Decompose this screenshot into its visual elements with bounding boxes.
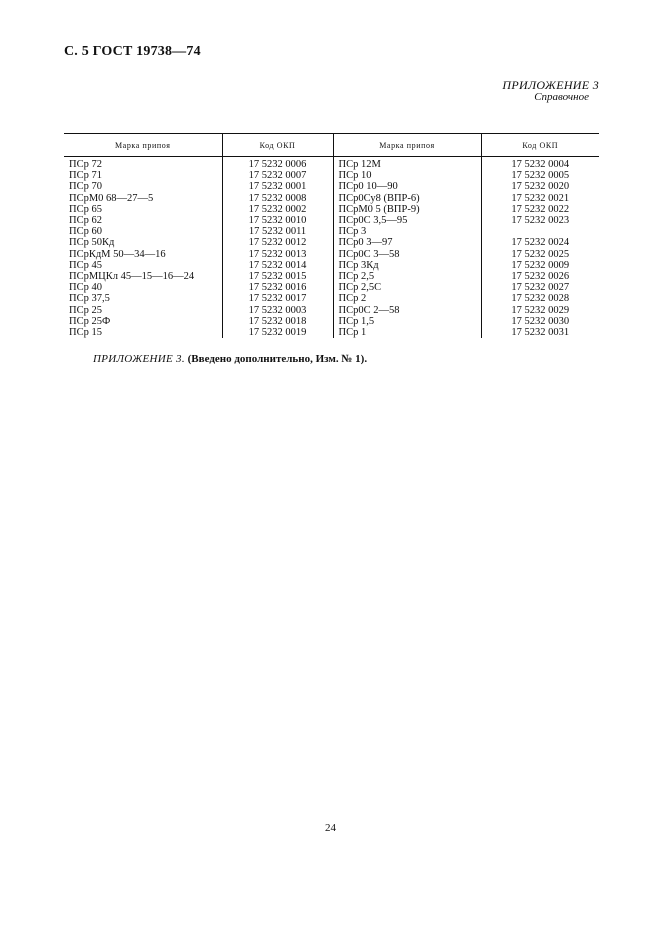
okp-code-cell: 17 5232 0009 (511, 259, 570, 271)
okp-code-cell (481, 226, 599, 237)
solder-grade-cell: ПСрМ0 5 (ВПР-9) (333, 204, 481, 215)
solder-grade-cell: ПСрМ0 68—27—5 (64, 193, 222, 204)
okp-code-cell: 17 5232 0019 (222, 327, 333, 338)
okp-code-cell: 17 5232 0016 (222, 282, 333, 293)
table-row (64, 260, 599, 271)
table-row (64, 316, 599, 327)
appendix-subtitle: Справочное (534, 91, 589, 103)
okp-code-cell: 17 5232 0025 (511, 248, 570, 260)
solder-grade-cell: ПСр 12М (333, 157, 481, 171)
okp-code-cell: 17 5232 0005 (511, 170, 570, 182)
table-row (64, 170, 599, 181)
table-row (64, 181, 599, 192)
okp-code-cell: 17 5232 0022 (511, 203, 570, 215)
solder-grade-cell: ПСр0С 3,5—95 (333, 215, 481, 226)
column-header-grade: Марка припоя (64, 134, 222, 157)
table (64, 133, 599, 338)
okp-code-cell: 17 5232 0008 (222, 193, 333, 204)
okp-code-cell: 17 5232 0023 (511, 215, 570, 227)
okp-code-cell: 17 5232 0015 (222, 271, 333, 282)
solder-grade-cell: ПСр 1 (333, 327, 481, 338)
solder-grade-cell: ПСр 2,5С (333, 282, 481, 293)
column-header-okp-code: Код ОКП (481, 134, 599, 157)
okp-code-cell: 17 5232 0027 (511, 282, 570, 294)
solder-grade-cell: ПСр 2 (333, 293, 481, 304)
table-row (64, 293, 599, 304)
table-row (64, 204, 599, 215)
table-row (64, 249, 599, 260)
okp-code-cell: 17 5232 0021 (511, 192, 570, 204)
okp-code-cell: 17 5232 0011 (222, 226, 333, 237)
solder-grade-cell: ПСр 3 (333, 226, 481, 237)
okp-code-cell: 17 5232 0014 (222, 260, 333, 271)
solder-grade-cell: ПСр 1,5 (333, 316, 481, 327)
solder-grade-cell: ПСр 65 (64, 204, 222, 215)
okp-code-cell: 17 5232 0024 (511, 237, 570, 249)
solder-grade-cell: ПСр0С 2—58 (333, 305, 481, 316)
okp-code-cell: 17 5232 0003 (222, 305, 333, 316)
table-row (64, 237, 599, 248)
solder-grade-cell: ПСр0Су8 (ВПР-6) (333, 193, 481, 204)
table-row (64, 305, 599, 316)
okp-code-cell: 17 5232 0007 (222, 170, 333, 181)
solder-grade-cell: ПСрМЦКл 45—15—16—24 (64, 271, 222, 282)
appendix-note (93, 353, 367, 365)
okp-code-cell: 17 5232 0012 (222, 237, 333, 248)
okp-code-cell: 17 5232 0001 (222, 181, 333, 192)
solder-grade-cell: ПСр 60 (64, 226, 222, 237)
okp-code-cell: 17 5232 0018 (222, 316, 333, 327)
okp-code-cell: 17 5232 0030 (511, 315, 570, 327)
table-row (64, 157, 599, 171)
solder-grade-cell: ПСрКдМ 50—34—16 (64, 249, 222, 260)
solder-grade-cell: ПСр 45 (64, 260, 222, 271)
table-row (64, 226, 599, 237)
solder-grade-cell: ПСр 37,5 (64, 293, 222, 304)
solder-grade-cell: ПСр 72 (64, 157, 222, 171)
okp-code-cell: 17 5232 0028 (511, 293, 570, 305)
okp-code-cell: 17 5232 0006 (222, 157, 333, 171)
solder-grade-cell: ПСр0 10—90 (333, 181, 481, 192)
solder-grade-cell: ПСр 40 (64, 282, 222, 293)
table-row (64, 327, 599, 338)
solder-grade-cell: ПСр 3Кд (333, 260, 481, 271)
solder-grade-cell: ПСр 70 (64, 181, 222, 192)
solder-grade-cell: ПСр 25Ф (64, 316, 222, 327)
page-number: 24 (325, 822, 336, 834)
okp-code-cell: 17 5232 0029 (511, 304, 570, 316)
okp-code-cell: 17 5232 0002 (222, 204, 333, 215)
table-row (64, 271, 599, 282)
table-body (64, 157, 599, 339)
column-header-grade: Марка припоя (333, 134, 481, 157)
appendix-title: ПРИЛОЖЕНИЕ 3 (502, 78, 599, 92)
solder-grade-cell: ПСр 71 (64, 170, 222, 181)
okp-code-cell: 17 5232 0004 (511, 159, 570, 170)
okp-code-cell: 17 5232 0031 (511, 327, 570, 339)
page-header: С. 5 ГОСТ 19738—74 (64, 44, 201, 59)
solder-grade-cell: ПСр0С 3—58 (333, 249, 481, 260)
table-header-row (64, 134, 599, 157)
okp-code-cell: 17 5232 0020 (511, 181, 570, 193)
okp-code-cell: 17 5232 0010 (222, 215, 333, 226)
table-row (64, 193, 599, 204)
okp-code-cell: 17 5232 0026 (511, 271, 570, 283)
solder-grade-cell: ПСр 25 (64, 305, 222, 316)
column-header-okp-code: Код ОКП (222, 134, 333, 157)
solder-grade-cell: ПСр 62 (64, 215, 222, 226)
note-reference: ПРИЛОЖЕНИЕ 3. (93, 353, 185, 365)
solder-grade-cell: ПСр 2,5 (333, 271, 481, 282)
solder-grade-cell: ПСр 15 (64, 327, 222, 338)
note-amendment: (Введено дополнительно, Изм. № 1). (187, 353, 368, 365)
solder-grade-cell: ПСр 50Кд (64, 237, 222, 248)
table-row (64, 215, 599, 226)
solder-codes-table (64, 133, 599, 338)
solder-grade-cell: ПСр0 3—97 (333, 237, 481, 248)
solder-grade-cell: ПСр 10 (333, 170, 481, 181)
table-row (64, 282, 599, 293)
okp-code-cell: 17 5232 0013 (222, 249, 333, 260)
okp-code-cell: 17 5232 0017 (222, 293, 333, 304)
